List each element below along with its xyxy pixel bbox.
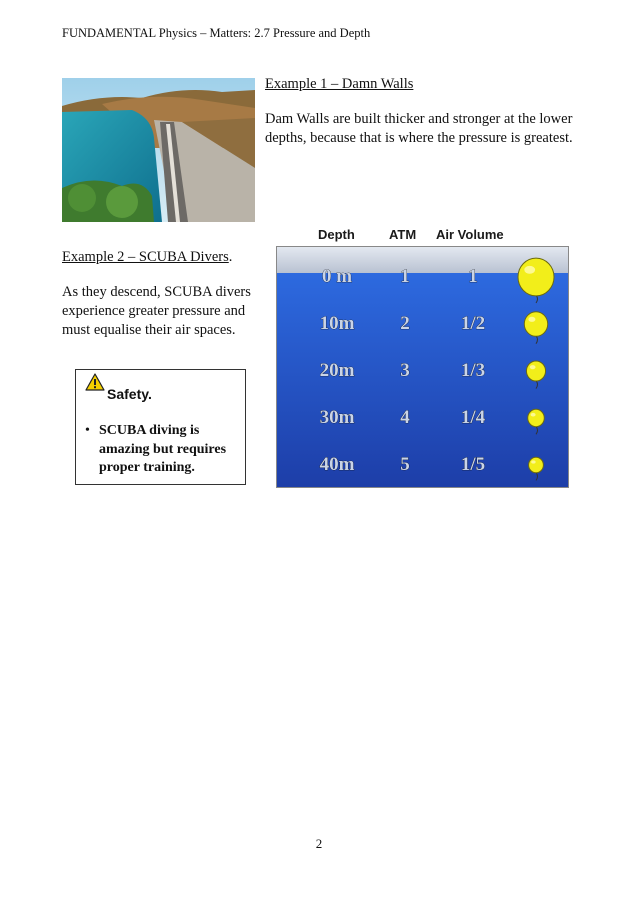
balloon-highlight xyxy=(530,365,536,369)
page-number: 2 xyxy=(315,836,323,851)
example2-heading xyxy=(62,249,232,266)
example1-body: Dam Walls are built thicker and stronger at the lower depths, because that is where the pressure is greatest. xyxy=(265,111,573,146)
depth-table-headers xyxy=(276,227,569,245)
depth-label: 40m xyxy=(319,454,355,475)
air-balloon xyxy=(528,409,545,426)
air-volume-label: 1 xyxy=(468,266,478,287)
example2-heading-period: . xyxy=(228,249,233,265)
depth-label: 10m xyxy=(319,313,355,334)
example1-heading: Example 1 – Damn Walls xyxy=(265,76,414,92)
air-volume-label: 1/5 xyxy=(460,454,486,475)
atm-label: 5 xyxy=(400,454,410,475)
bullet-icon: • xyxy=(85,423,90,438)
atm-label: 4 xyxy=(400,407,410,428)
warning-triangle-icon xyxy=(85,373,105,391)
example2-body: As they descend, SCUBA divers experience greater pressure and must equalise their air spaces. xyxy=(62,284,251,338)
safety-box xyxy=(75,369,246,485)
safety-item: SCUBA diving is amazing but requires proper training. xyxy=(99,423,227,475)
balloon-highlight xyxy=(531,413,536,417)
atm-label: 3 xyxy=(400,360,410,381)
depth-pressure-panel xyxy=(276,246,569,488)
air-volume-label: 1/2 xyxy=(460,313,486,334)
header-depth: Depth xyxy=(318,227,355,242)
depth-label: 30m xyxy=(319,407,355,428)
air-balloon xyxy=(526,361,545,381)
air-balloon xyxy=(524,312,547,337)
header-atm: ATM xyxy=(389,227,417,242)
atm-label: 2 xyxy=(400,313,410,334)
example2-heading-text: Example 2 – SCUBA Divers xyxy=(62,249,229,265)
balloon-highlight xyxy=(528,317,535,322)
running-header: FUNDAMENTAL Physics – Matters: 2.7 Pressure and Depth xyxy=(62,26,371,40)
depth-label: 0 m xyxy=(321,266,353,287)
air-volume-label: 1/4 xyxy=(460,407,486,428)
header-air-volume: Air Volume xyxy=(436,227,504,242)
air-volume-label: 1/3 xyxy=(460,360,486,381)
air-balloon xyxy=(529,457,544,473)
atm-label: 1 xyxy=(400,266,410,287)
air-balloon xyxy=(518,258,554,296)
depth-label: 20m xyxy=(319,360,355,381)
balloon-highlight xyxy=(531,460,535,463)
dam-wall-photo xyxy=(62,78,255,222)
safety-title: Safety. xyxy=(107,386,152,402)
balloon-highlight xyxy=(524,266,535,274)
